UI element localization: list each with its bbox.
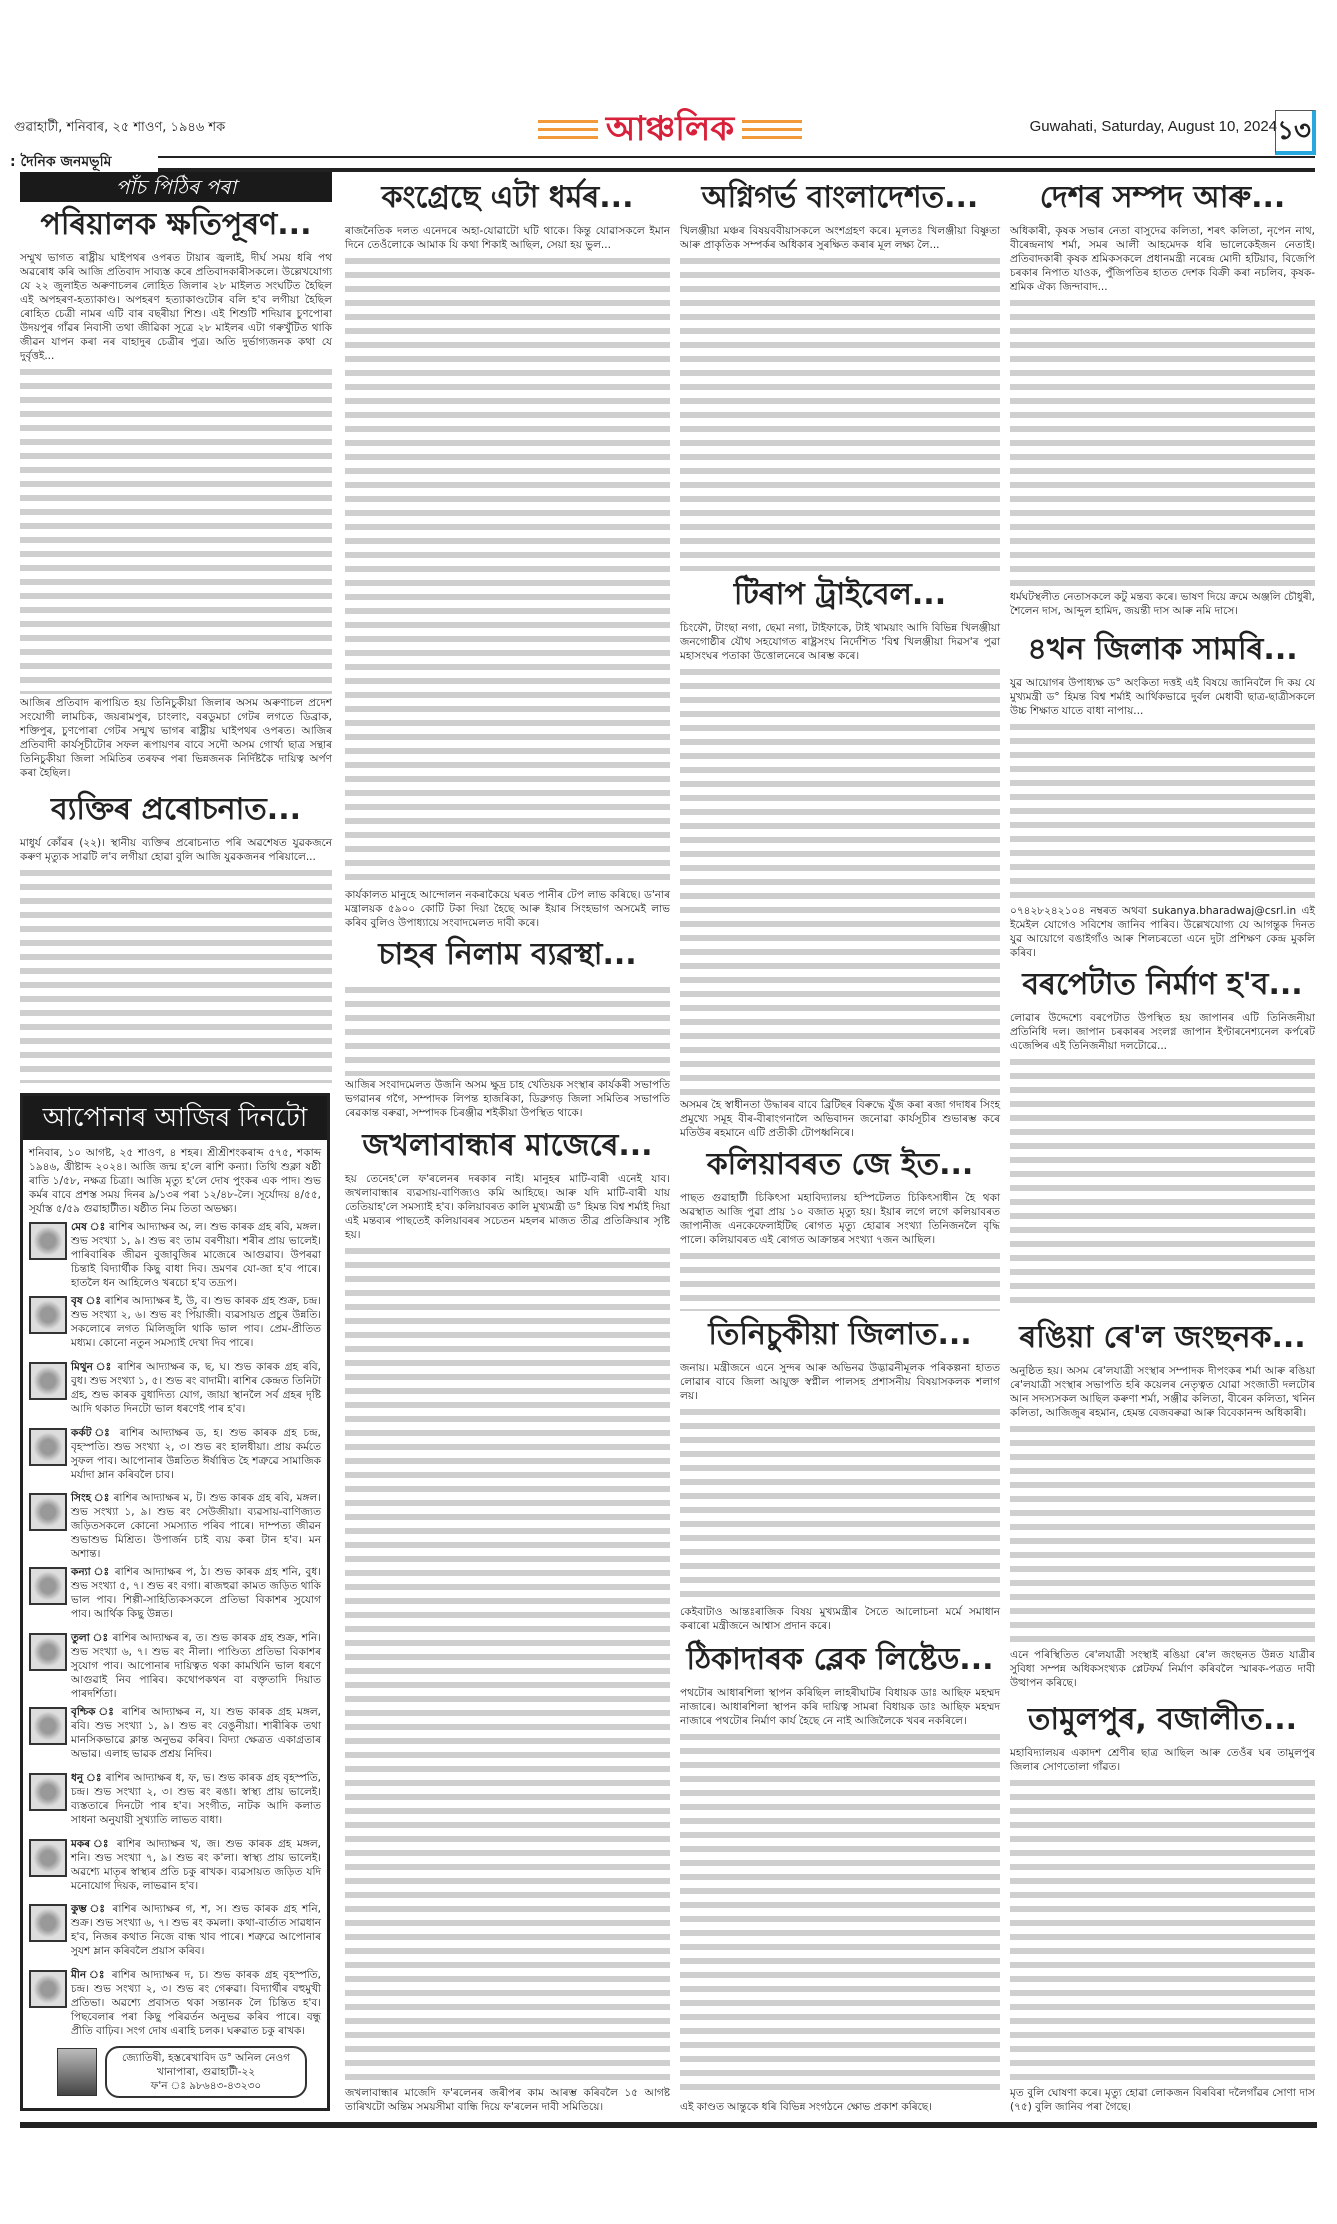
sign-text: ৰাশিৰ আদ্যাক্ষৰ অ, ল। শুভ কাৰক গ্ৰহ ৰবি, মঙ্গল। শুভ সংখ্যা ১, ৯। শুভ ৰং তাম বৰণীয়া। শৰীৰ প্ৰায় ভালেই। পাৰিবাৰিক জীৱন বুজাবুজিৰ মাজেৰে আগুৱাব। উপৰৱা চিন্তাই বিদ্যাৰ্থীক কিছু বাধা দিব। ভ্ৰমণৰ যো-জা হ'ব পাৰে। হাতলৈ ধন আহিলেও খৰচো হ'ব তদ্ৰূপ।	[71, 1221, 322, 1289]
header-rule	[158, 156, 1315, 172]
article-tirap-tribal	[680, 575, 1000, 1140]
sign-entry	[71, 1771, 321, 1833]
article-end: এনে পৰিস্থিতিত ৰে'লযাত্ৰী সংস্থাই ৰঙিয়া ৰে'ল জংছনত উন্নত যাত্ৰীৰ সুবিধা সম্পন্ন অধিকসংখ্যক প্লেটফৰ্ম নিৰ্মাণ কৰিবলৈ স্মাৰক-পত্ৰত দাবী উত্থাপন কৰিছে।	[1010, 1649, 1315, 1689]
article-lead: মাধুৰ্য কোঁৱৰ (২২)। স্থানীয় ব্যক্তিৰ প্ৰৰোচনাত পৰি অৱশেষত যুৱকজনে কৰুণ মৃত্যুক সাৱটি ল'ব লগীয়া হোৱা বুলি আজি যুৱকজনৰ পৰিয়ালে...	[20, 837, 332, 863]
sign-text: ৰাশিৰ আদ্যাক্ষৰ ধ, ফ, ভ। শুভ কাৰক গ্ৰহ বৃহস্পতি, চন্দ্ৰ। শুভ সংখ্যা ২, ৩। শুভ ৰং ৰঙা। স্বাস্থ্য প্ৰায় ভালেই। ব্যস্ততাৰে দিনটো পাৰ হ'ব। সংগীত, নাটক আদি কলাত সাধনা অনুযায়ী সুখ্যাতি লাভত বাধা।	[71, 1771, 321, 1826]
astrologer-ad	[23, 2040, 327, 2108]
article-lead: জনায়। মন্ত্ৰীজনে এনে সুন্দৰ আৰু অভিনৱ উদ্ভাৱনীমূলক পৰিকল্পনা হাতত লোৱাৰ বাবে জিলা আয়ুক্ত স্বপ্নীল পালসহ প্ৰশাসনীয় বিষয়াসকলক শলাগ লয়।	[680, 1362, 1000, 1402]
astrologer-contact	[105, 2046, 307, 2098]
horoscope-sign	[23, 1769, 327, 1835]
sign-name: সিংহ ঃ	[71, 1492, 110, 1505]
article-four-districts	[1010, 630, 1315, 960]
logo-text: আঞ্চলিক	[605, 108, 735, 149]
astrologer-photo	[57, 2048, 97, 2096]
sign-text: ৰাশিৰ আদ্যাক্ষৰ ড, হ। শুভ কাৰক গ্ৰহ চন্দ্ৰ, বৃহস্পতি। শুভ সংখ্যা ২, ৩। শুভ ৰং হালধীয়া। প্ৰায় কৰ্মতে সুফল পাব। আপোনাৰ উন্নতিত ঈৰ্ষান্বিত হৈ শত্ৰুৱে সামাজিক মৰ্যাদা ম্লান কৰিবলৈ চাব।	[71, 1426, 321, 1481]
article-barpeta-construction	[1010, 965, 1315, 1310]
sign-text: ৰাশিৰ আদ্যাক্ষৰ ৰ, ত। শুভ কাৰক গ্ৰহ শুক্ৰ, শনি। শুভ সংখ্যা ৬, ৭। শুভ ৰং নীলা। পাণ্ডিত্য প্ৰতিভা বিকাশৰ সুযোগ পাব। আপোনাৰ দায়িত্বত থকা কামখিনি ভাল ধৰণে আগুৱাই নিব পাৰিব। কথোপকথন বা বক্তৃতাদি দিয়াত পাৰদৰ্শিতা।	[71, 1632, 321, 1700]
logo-stripes-left	[538, 120, 598, 142]
headline: তিনিচুকীয়া জিলাত...	[708, 1317, 972, 1352]
horoscope-sign	[23, 1292, 327, 1358]
ad-name: জ্যোতিষী, হস্তৰেখাবিদ ড° অনিল নেওগ	[122, 2052, 290, 2064]
zodiac-sign-icon	[29, 1707, 67, 1745]
article-end: আজিৰ প্ৰতিবাদ ৰূপায়িত হয় তিনিচুকীয়া জিলাৰ অসম অৰুণাচল প্ৰদেশ সংযোগী লামচিক, জয়ৰামপুৰ, চাংলাং, বৰডুমচা গেটৰ লগতে ডিব্ৰাক, শক্তিপুৰ, চুণপোৰা গেটৰ সন্মুখ ভাগৰ ৰাষ্ট্ৰীয় ঘাইপথৰ ওপৰত। আজিৰ প্ৰতিবাদী কাৰ্যসূচীটোৰ সফল ৰূপায়ণৰ বাবে সদৌ অসম গোৰ্খা ছাত্ৰ সন্থাৰ তিনিচুকীয়া জিলা সমিতিৰ তৰফৰ পৰা ভিন্নজনক নিৰ্দিষ্টকৈ দায়িত্ব অৰ্পণ কৰা হৈছিল।	[20, 697, 332, 779]
article-end: ধৰ্মঘটস্থলীত নেতাসকলে কটু মন্তব্য কৰে। ভাষণ দিয়ে ক্ৰমে অঞ্জলি চৌধুৰী, শৈলেন দাস, আব্দুল হামিদ, জয়ন্তী দাস আৰু নমি দাসে।	[1010, 591, 1315, 617]
sign-entry	[71, 1902, 321, 1964]
zodiac-sign-icon	[29, 1839, 67, 1877]
zodiac-sign-icon	[29, 1296, 67, 1334]
article-lead: পাছত গুৱাহাটী চিকিৎসা মহাবিদ্যালয় হস্পিটেলত চিকিৎসাধীন হৈ থকা অৱস্থাত আজি পুৱা প্ৰায় ১০ বজাত মৃত্যু হয়। ইয়াৰ লগে লগে কলিয়াবৰত জাপানীজ এনকেফেলাইটিছ ৰোগত মৃত্যু হোৱাৰ সংখ্যা তিনিজনলৈ বৃদ্ধি পালে। কলিয়াবৰত এই ৰোগত আক্ৰান্তৰ সংখ্যা ৭জন আছিল।	[680, 1192, 1000, 1246]
article-lead: মহাবিদ্যালয়ৰ একাদশ শ্ৰেণীৰ ছাত্ৰ আছিল আৰু তেওঁৰ ঘৰ তামুলপুৰ জিলাৰ সোণতোলা গাঁৱত।	[1010, 1747, 1315, 1773]
article-text-body	[680, 1249, 1000, 1311]
article-lead: লোৱাৰ উদ্দেশ্যে বৰপেটাত উপস্থিত হয় জাপানৰ এটি তিনিজনীয়া প্ৰতিনিধি দল। জাপান চৰকাৰৰ সংলগ্ন জাপান ইণ্টাৰনেশ্যনেল কৰ্পৰেট এজেন্সিৰ এই তিনিজনীয়া দলটোৱে...	[1010, 1012, 1315, 1052]
logo-stripes-right	[742, 120, 802, 142]
horoscope-sign	[23, 1489, 327, 1563]
sign-entry	[71, 1565, 321, 1627]
sign-name: মেষ ঃ	[71, 1221, 106, 1233]
article-bangladesh	[680, 178, 1000, 573]
article-lead: অনুষ্ঠিত হয়। অসম ৰে'লযাত্ৰী সংস্থাৰ সম্পাদক দীপংকৰ শৰ্মা আৰু ৰঙিয়া ৰে'লযাত্ৰী সংস্থাৰ সভাপতি হৰি কয়েলৰ নেতৃত্বত যোৱা সংজাতী দলটোৰ আন সদস্যসকল আছিল কৰুণা শৰ্মা, সঞ্জীৱ কলিতা, বীৰেন কলিতা, খনিন কলিতা, আজিজুৰ ৰহমান, হেমন্ত বেজবৰুৱা আৰু বিবেকানন্দ অধিকাৰী।	[1010, 1365, 1315, 1419]
sign-text: ৰাশিৰ আদ্যাক্ষৰ খ, জ। শুভ কাৰক গ্ৰহ মঙ্গল, শনি। শুভ সংখ্যা ৭, ৯। শুভ ৰং ক'লা। স্বাস্থ্য প্ৰায় ভালেই। অৱশ্যে মাতৃৰ স্বাস্থ্যৰ প্ৰতি চকু ৰাখক। ব্যৱসায়ত জড়িত যদি মনোযোগ দিয়ক, লাভৱান হ'ব।	[71, 1837, 321, 1892]
article-congress	[345, 178, 670, 930]
continued-from-page-five: পাঁচ পিঠিৰ পৰা	[20, 172, 332, 202]
zodiac-sign-icon	[29, 1970, 67, 2008]
article-text-body	[680, 1405, 1000, 1603]
horoscope-sign	[23, 1966, 327, 2040]
horoscope-title: আপোনাৰ আজিৰ দিনটো	[23, 1096, 327, 1140]
article-lead: যুৱ আয়োগৰ উপাধ্যক্ষ ড° অংকিতা দত্তই এই বিষয়ে জানিবলৈ দি কয় যে মুখ্যমন্ত্ৰী ড° হিমন্ত বিশ্ব শৰ্মাই আৰ্থিকভাৱে দুৰ্বল মেধাবী ছাত্ৰ-ছাত্ৰীসকলে উচ্চ শিক্ষাত যাতে বাধা নাপায়...	[1010, 677, 1315, 717]
sign-entry	[71, 1705, 321, 1767]
article-text-body	[20, 365, 332, 694]
article-end: কেইবাটাও আন্তঃৰাজিক বিষয় মুখ্যমন্ত্ৰীৰ সৈতে আলোচনা মৰ্মে সমাধান কৰাৰো মন্ত্ৰীজনে আশ্বাস প্ৰদান কৰে।	[680, 1606, 1000, 1632]
article-end: আজিৰ সংবাদমেলত উজনি অসম ক্ষুদ্ৰ চাহ খেতিয়ক সংস্থাৰ কাৰ্যকৰী সভাপতি ভগৱানৰ গগৈ, সম্পাদক লিপন্ত হাজৰিকা, ডিব্ৰুগড় জিলা সমিতিৰ সভাপতি ৰেৱকান্ত বৰুৱা, সম্পাদক চিৰঞ্জীৱ শইকীয়া উপস্থিত থাকে।	[345, 1079, 670, 1119]
sign-entry	[71, 1491, 321, 1561]
article-end: কাৰ্যকালত মানুহে আন্দোলন নকৰাকৈয়ে ঘৰত পানীৰ টেপ লাভ কৰিছে। ড'নাৰ মন্ত্ৰালয়ক ৫৯০০ কোটি টকা দিয়া হৈছে আৰু ইয়াৰ সিংহভাগ অসমেই লাভ কৰিব বুলিও উপাধ্যায়ে সংবাদমেলত দাবী কৰে।	[345, 889, 670, 929]
zodiac-sign-icon	[29, 1567, 67, 1605]
article-text-body	[345, 1244, 670, 2084]
zodiac-sign-icon	[29, 1222, 67, 1260]
sign-entry	[71, 1837, 321, 1899]
article-instigation	[20, 790, 332, 1085]
sign-name: বৃশ্চিক ঃ	[71, 1706, 117, 1718]
article-text-body	[1010, 1776, 1315, 2084]
page-number: ১৩	[1275, 110, 1316, 155]
sign-name: কুম্ভ ঃ	[71, 1903, 108, 1916]
article-text-body	[345, 254, 670, 886]
horoscope-almanac: শনিবাৰ, ১০ আগষ্ট, ২৫ শাওণ, ৪ শহৰ। শ্ৰীশ্ৰীশংকৰাব্দ ৫৭৫, শকাব্দ ১৯৪৬, খ্ৰীষ্টাব্দ ২০২৪। আজি জন্ম হ'লে ৰাশি কন্যা। তিথি শুক্লা ষষ্ঠী ৰাতি ১/৫৮, নক্ষত্ৰ চিত্ৰা। আজি মৃত্যু হ'লে দোষ পুংকৰ এক পাদ। শুভ কৰ্মৰ বাবে প্ৰশস্ত সময় দিনৰ ৯/১৩ৰ পৰা ১২/৪৮-লৈ। সূৰ্যোদয় ৪/৫৫, সূৰ্যাস্ত ৫/৫৯ গুৱাহাটীত। ষষ্ঠীত নিম তিতা অভক্ষ্য।	[29, 1147, 321, 1215]
article-text-body	[345, 983, 670, 1076]
article-text-body	[20, 866, 332, 1083]
sign-entry	[71, 1631, 321, 1701]
ad-phone: ফ'ন ঃ ৯৮৬৪৩-৪৩২৩০	[150, 2080, 262, 2092]
article-national-assets	[1010, 178, 1315, 618]
article-text-body	[1010, 1055, 1315, 1308]
horoscope-sign	[23, 1900, 327, 1966]
sign-text: ৰাশিৰ আদ্যাক্ষৰ গ, শ, স। শুভ কাৰক গ্ৰহ শনি, শুক্ৰ। শুভ সংখ্যা ৬, ৭। শুভ ৰং কমলা। কথা-বাৰ্তাত সাৱধান হ'ব, নিজৰ কথাত নিজে বান্ধ খাব পাৰে। শত্ৰুৱে আপোনাৰ সুযশ ম্লান কৰিবলৈ প্ৰয়াস কৰিব।	[71, 1903, 321, 1958]
sign-name: বৃষ ঃ	[71, 1295, 102, 1307]
article-tinsukia	[680, 1315, 1000, 1633]
headline: জখলাবান্ধাৰ মাজেৰে...	[362, 1128, 653, 1163]
article-text-body	[1010, 1422, 1315, 1646]
article-lead: সম্মুখ ভাগত ৰাষ্ট্ৰীয় ঘাইপথৰ ওপৰত টায়াৰ জ্বলাই, দীৰ্ঘ সময় ধৰি পথ অৱৰোধ কৰি আজি প্ৰতিবাদ সাব্যস্ত কৰে প্ৰতিবাদকাৰীসকলে। উল্লেখযোগ্য যে ২২ জুলাইত অৰুণাচলৰ লোহিত জিলাৰ ২৮ মাইলত সংঘটিত হৈছিল এই অপহৰণ-হত্যাকাণ্ড। অপহৰণ হত্যাকাণ্ডটোৰ বলি হ'ব লগীয়া হৈছিল ৰোহিত চেত্ৰী নামৰ এটি বাৰ বছৰীয়া শিশু। এই শিশুটি শদিয়াৰ চুণপোৰা উদয়পুৰ গাঁৱৰ নিবাসী তথা জীৱিকা সূত্ৰে ২৮ মাইলৰ এটা গৰুখুঁটিত থাকি জীৱন যাপন কৰা নৰ বাহাদুৰ চেত্ৰীৰ পুত্ৰ। অতি দুৰ্ভাগ্যজনক কথা যে দুৰ্বৃত্তই...	[20, 252, 332, 362]
masthead-date-assamese: গুৱাহাটী, শনিবাৰ, ২৫ শাওণ, ১৯৪৬ শক	[14, 120, 226, 135]
article-text-body	[680, 1730, 1000, 2098]
horoscope-sign	[23, 1424, 327, 1490]
sign-entry	[71, 1294, 321, 1356]
article-rangia-junction	[1010, 1318, 1315, 1690]
article-lead: চিংফৌ, টাংছা নগা, ছেমা নগা, টাইফাকে, টাই খাময়াং আদি বিভিন্ন খিলঞ্জীয়া জনগোষ্ঠীৰ যৌথ সহযোগত ৰাষ্ট্ৰসংঘ নিৰ্দেশিত 'বিশ্ব খিলঞ্জীয়া দিৱস'ৰ পুৱা মহাসংঘৰ পতাকা উত্তোলনেৰে আৰম্ভ কৰে।	[680, 622, 1000, 662]
sign-name: তুলা ঃ	[71, 1632, 109, 1644]
article-text-body	[680, 254, 1000, 571]
headline: অগ্নিগৰ্ভ বাংলাদেশত...	[701, 180, 979, 215]
section-label: : দৈনিক জনমভূমি	[10, 154, 112, 170]
sign-text: ৰাশিৰ আদ্যাক্ষৰ প, ঠ। শুভ কাৰক গ্ৰহ শনি, বুধ। শুভ সংখ্যা ৫, ৭। শুভ ৰং বগা। ৰাজহুৱা কামত জড়িত থাকি ভাল পাব। শিল্পী-সাহিত্যিকসকলে প্ৰতিভা বিকাশৰ সুযোগ পাব। আৰ্থিক কিছু উন্নত।	[71, 1566, 322, 1621]
headline: ৪খন জিলাক সামৰি...	[1027, 632, 1298, 667]
horoscope-sign	[23, 1563, 327, 1629]
article-end: ০৭৪২৮২৪২১০৪ নম্বৰত অথবা sukanya.bharadwaj@csrl.in এই ইমেইল যোগেও সবিশেষ জানিব পাৰিব। উল্লেখযোগ্য যে আগন্তুক দিনত যুৱ আয়োগে বঙাইগাঁও আৰু শিলচৰতো এনে দুটা প্ৰশিক্ষণ কেন্দ্ৰ মুকলি কৰিব।	[1010, 905, 1315, 959]
headline: কলিয়াবৰত জে ইত...	[706, 1147, 974, 1182]
article-end: এই কাণ্ডত আন্তুকে ধৰি বিভিন্ন সংগঠনে ক্ষোভ প্ৰকাশ কৰিছে।	[680, 2101, 932, 2113]
sign-text: ৰাশিৰ আদ্যাক্ষৰ ম, ট। শুভ কাৰক গ্ৰহ ৰবি, মঙ্গল। শুভ সংখ্যা ১, ৯। শুভ ৰং সেউজীয়া। ব্যৱসায়-বাণিজ্যত জড়িতসকলে কোনো সমস্যাত পৰিব পাৰে। দাম্পত্য জীৱন শুভাশুভ মিশ্ৰিত। উপাৰ্জন চাই ব্যয় কৰা টান হ'ব। মন অশান্ত।	[71, 1492, 321, 1561]
zodiac-sign-icon	[29, 1773, 67, 1811]
article-end: অসমৰ হৈ স্বাধীনতা উদ্ধাৰৰ বাবে ব্ৰিটিছৰ বিৰুদ্ধে যুঁজ কৰা ৰজা গদাধৰ সিংহ প্ৰমুখ্যে সমূহ বীৰ-বীৰাংগনালৈ অভিবাদন জনোৱা কাৰ্যসূচীৰ শুভাৰম্ভ কৰে মতিউৰ ৰহমানে এটি প্ৰতীকী টোপধ্বনিৰে।	[680, 1099, 1000, 1139]
masthead-logo	[510, 106, 830, 156]
article-kaliabor-je	[680, 1145, 1000, 1313]
horoscope-sign	[23, 1629, 327, 1703]
sign-text: ৰাশিৰ আদ্যাক্ষৰ দ, চ। শুভ কাৰক গ্ৰহ বৃহস্পতি, চন্দ্ৰ। শুভ সংখ্যা ২, ৩। শুভ ৰং গেৰুৱা। বিদ্যাৰ্থীৰ বহুমুখী প্ৰতিভা। অৱশ্যে প্ৰবাসত থকা সন্তানক লৈ চিন্তিত হ'ব। পিছবেলাৰ পৰা কিছু পৰিৱৰ্তন অনুভৱ কৰিব পাৰে। বন্ধু প্ৰীতি বাঢ়িব। সংগ দোষ এৰাহি চলক। ঘৰুৱাত চকু ৰাখক।	[71, 1969, 321, 2037]
horoscope-sign	[23, 1835, 327, 1901]
footer-rule	[20, 2122, 1317, 2128]
zodiac-sign-icon	[29, 1904, 67, 1942]
sign-entry	[71, 1360, 321, 1422]
sign-entry	[71, 1968, 321, 2038]
article-contractor-blacklisted	[680, 1640, 1000, 2114]
article-text-body	[1010, 296, 1315, 588]
sign-name: ধনু ঃ	[71, 1771, 102, 1784]
headline: পৰিয়ালক ক্ষতিপূৰণ...	[40, 207, 312, 242]
sign-text: ৰাশিৰ আদ্যাক্ষৰ ন, য। শুভ কাৰক গ্ৰহ মঙ্গল, ৰবি। শুভ সংখ্যা ১, ৯। শুভ ৰং বেঙুনীয়া। শাৰীৰিক তথা মানসিকভাৱে ক্লান্ত অনুভৱ কৰিব। বিদ্যা ক্ষেত্ৰত একাগ্ৰতাৰ অভাৱ। এলাহ ভাৱক প্ৰশ্ৰয় নিদিব।	[71, 1706, 321, 1760]
article-end: মৃত বুলি ঘোষণা কৰে। মৃত্যু হোৱা লোকজন বিৰবিৰা দলৈগাঁৱৰ সোণা দাস (৭৫) বুলি জানিব পৰা গৈছে।	[1010, 2087, 1315, 2113]
zodiac-sign-icon	[29, 1633, 67, 1671]
zodiac-sign-icon	[29, 1362, 67, 1400]
headline: কংগ্ৰেছে এটা ধৰ্মৰ...	[381, 180, 634, 215]
sign-entry	[71, 1426, 321, 1488]
sign-name: কৰ্কট ঃ	[71, 1426, 114, 1439]
sign-name: মিথুন ঃ	[71, 1360, 113, 1373]
horoscope-box	[20, 1093, 330, 2111]
article-tea-auction	[345, 935, 670, 1120]
article-tamulpur-bajali	[1010, 1700, 1315, 2114]
article-text-body	[680, 665, 1000, 1096]
article-end: জখলাবান্ধাৰ মাজেদি ফ'ৰলেনৰ জৰীপৰ কাম আৰম্ভ কৰিবলৈ ১৫ আগষ্ট তাৰিখটো অন্তিম সময়সীমা বান্ধি দিয়ে ফ'ৰলেন দাবী সমিতিয়ে।	[345, 2087, 670, 2113]
article-lead: পথটোৰ আধাৰশিলা স্থাপন কৰিছিল লাহৰীঘাটৰ বিধায়ক ডাঃ আছিফ মহম্মদ নাজাৰে। আধাৰশিলা স্থাপন কৰি দায়িত্ব সামৰা বিধায়ক ডাঃ আছিফ মহম্মদ নাজাৰে পথটোৰ নিৰ্মাণ কাৰ্য হৈছে নে নাই আজিলৈকে খবৰ নকৰিলে।	[680, 1687, 1000, 1727]
article-lead: ৰাজনৈতিক দলত এনেদৰে অহা-যোৱাটো ঘটি থাকে। কিন্তু যোৱাসকলে ইমান দিনে তেওঁলোকে আমাক যি কথা শিকাই আছিল, সেয়া হয় ভুল...	[345, 225, 670, 251]
article-lead: খিলঞ্জীয়া মঞ্চৰ বিষয়ববীয়াসকলে অংশগ্ৰহণ কৰে। মূলতঃ খিলঞ্জীয়া বিষ্ণুতা আৰু প্ৰাকৃতিক সম্পৰ্কৰ অধিকাৰ সুৰক্ষিত কৰাৰ মূল লক্ষ্য লৈ...	[680, 225, 1000, 251]
headline: তামুলপুৰ, বজালীত...	[1027, 1702, 1298, 1737]
sign-text: ৰাশিৰ আদ্যাক্ষৰ ক, ছ, ঘ। শুভ কাৰক গ্ৰহ ৰবি, বুধ। শুভ সংখ্যা ১, ৫। শুভ ৰং বাদামী। ৰাশিৰ কেন্দ্ৰত তিনিটা গ্ৰহ, শুভ কাৰক বুধাদিত্য যোগ, জায়া স্থানলৈ সৰ্ব গ্ৰহৰ দৃষ্টি আদি থকাত দিনটো ভাল ধৰণেই পাৰ হ'ব।	[71, 1360, 321, 1415]
article-jakhalabandha	[345, 1126, 670, 2114]
headline: বৰপেটাত নিৰ্মাণ হ'ব...	[1022, 967, 1303, 1002]
masthead-date-english: Guwahati, Saturday, August 10, 2024	[1029, 118, 1277, 135]
article-text-body	[1010, 720, 1315, 902]
sign-entry	[71, 1220, 321, 1290]
sign-name: কন্যা ঃ	[71, 1566, 111, 1579]
horoscope-sign	[23, 1703, 327, 1769]
horoscope-sign	[23, 1358, 327, 1424]
headline: টিৰাপ ট্ৰাইবেল...	[733, 577, 947, 612]
headline: দেশৰ সম্পদ আৰু...	[1039, 180, 1286, 215]
headline: চাহৰ নিলাম ব্যৱস্থা...	[378, 937, 637, 972]
zodiac-sign-icon	[29, 1428, 67, 1466]
headline: ব্যক্তিৰ প্ৰৰোচনাত...	[51, 792, 301, 827]
headline: ৰঙিয়া ৰে'ল জংছনক...	[1019, 1320, 1306, 1355]
sign-name: মীন ঃ	[71, 1969, 107, 1981]
sign-text: ৰাশিৰ আদ্যাক্ষৰ ই, উ, ব। শুভ কাৰক গ্ৰহ শুক্ৰ, চন্দ্ৰ। শুভ সংখ্যা ২, ৬। শুভ ৰং পিঁয়াজী। ব্যৱসায়ত প্ৰচুৰ উন্নতি। সকলোৰে লগত মিলিজুলি থাকি ভাল পাব। প্ৰেম-প্ৰীতিত মধ্যম। কোনো নতুন সমস্যাই দেখা দিব পাৰে।	[71, 1295, 321, 1349]
zodiac-sign-icon	[29, 1493, 67, 1531]
article-compensation	[20, 205, 332, 780]
article-lead: অধিকাৰী, কৃষক সভাৰ নেতা বাসুদেৱ কলিতা, শৰৎ কলিতা, নৃপেন নাথ, বীৰেন্দ্ৰনাথ শৰ্মা, সমৰ আলী আহমেদক ধৰি ভালেকেইজন নেতাই। প্ৰতিবাদকাৰী কৃষক শ্ৰমিকসকলে প্ৰধানমন্ত্ৰী নৰেন্দ্ৰ মোদী হটিয়াব, বিজেপি চৰকাৰ নিপাত যাওক, পুঁজিপতিৰ হাতত দেশক বিক্ৰী কৰা নচলিব, কৃষক-শ্ৰমিক ঐক্য জিন্দাবাদ...	[1010, 225, 1315, 293]
horoscope-sign	[23, 1218, 327, 1292]
headline: ঠিকাদাৰক ব্লেক লিষ্টেড...	[686, 1642, 994, 1677]
article-lead: হয় তেনেহ'লে ফ'ৰলেনৰ দৰকাৰ নাই। মানুহৰ মাটি-বাৰী এনেই যাব। জখলাবান্ধাৰ ব্যৱসায়-বাণিজ্যও কমি আহিছে। আৰু যদি মাটি-বাৰী যায় তেতিয়াহ'লে সমস্যাই হ'ব। কলিয়াবৰত কালি মুখ্যমন্ত্ৰী ড° হিমন্ত বিশ্ব শৰ্মাই দিয়া এই মন্তব্যৰ পাছতেই কলিয়াবৰৰ সচেতন মহলৰ মাজত তীব্ৰ প্ৰতিক্ৰিয়াৰ সৃষ্টি হয়।	[345, 1173, 670, 1241]
sign-name: মকৰ ঃ	[71, 1837, 111, 1850]
ad-address: খানাপাৰা, গুৱাহাটী-২২	[156, 2066, 256, 2078]
